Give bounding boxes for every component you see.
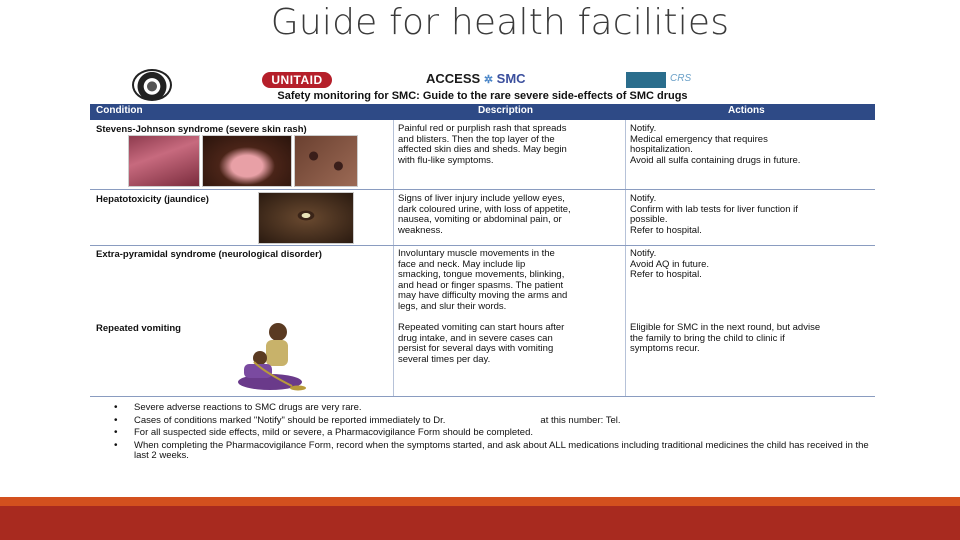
note-item: • When completing the Pharmacovigilance Form, record when the symptoms started, and ask about ALL medications including traditional medicines the child has received in the last 2 weeks. [112, 441, 872, 462]
footer-bar [0, 506, 960, 540]
column-divider [393, 120, 394, 396]
footer-accent-bar [0, 497, 960, 506]
note-item: • Cases of conditions marked "Notify" should be reported immediately to Dr. at this number: Tel. [112, 416, 872, 427]
condition-sjs: Stevens-Johnson syndrome (severe skin rash) [96, 124, 307, 135]
row-divider [90, 189, 875, 190]
condition-vomiting: Repeated vomiting [96, 323, 181, 334]
description-hepatotoxicity: Signs of liver injury include yellow eyes, dark coloured urine, with loss of appetite, nausea, vomiting or abdominal pain, or weakness. [398, 193, 571, 236]
star-icon: ✲ [483, 74, 494, 86]
unitaid-logo: UNITAID [262, 72, 332, 88]
table-header [90, 104, 875, 120]
header-description: Description [478, 105, 534, 116]
actions-sjs: Notify. Medical emergency that requires hospitalization. Avoid all sulfa containing drugs in future. [630, 123, 801, 166]
condition-hepatotoxicity: Hepatotoxicity (jaundice) [96, 194, 209, 205]
actions-hepatotoxicity: Notify. Confirm with lab tests for liver function if possible. Refer to hospital. [630, 193, 798, 236]
access-logo-text: ACCESS [426, 71, 481, 86]
description-extra-pyramidal: Involuntary muscle movements in the face and neck. May include lip smacking, tongue movements, blinking, and head or finger spasms. The patient may have difficulty moving the arms and legs, and slur their words. [398, 248, 568, 312]
crs-logo: CRS [670, 73, 692, 84]
header-actions: Actions [728, 105, 765, 116]
actions-extra-pyramidal: Notify. Avoid AQ in future. Refer to hospital. [630, 248, 710, 281]
lips-blister-photo [202, 135, 292, 187]
row-divider [90, 396, 875, 397]
notes-list [112, 403, 872, 464]
university-logo [626, 72, 666, 88]
skin-lesion-photo [294, 135, 358, 187]
description-vomiting: Repeated vomiting can start hours after drug intake, and in severe cases can persist for several days with vomiting several times per day. [398, 322, 565, 365]
column-divider [625, 120, 626, 396]
note-item: • For all suspected side effects, mild or severe, a Pharmacovigilance Form should be completed. [112, 428, 872, 439]
safety-guide-document [90, 62, 875, 464]
slide-title: Guide for health facilities [270, 2, 730, 43]
smc-logo-text: SMC [496, 71, 526, 86]
actions-vomiting: Eligible for SMC in the next round, but advise the family to bring the child to clinic if symptoms recur. [630, 322, 821, 355]
document-heading: Safety monitoring for SMC: Guide to the rare severe side-effects of SMC drugs [277, 90, 688, 102]
note-item: • Severe adverse reactions to SMC drugs are very rare. [112, 403, 872, 414]
access-smc-logo [426, 71, 526, 86]
vomiting-child-illustration [230, 320, 325, 392]
skin-rash-photo [128, 135, 200, 187]
header-condition: Condition [96, 105, 143, 116]
description-sjs: Painful red or purplish rash that spreads and blisters. Then the top layer of the affected skin dies and sheds. May begin with flu-like symptoms. [398, 123, 567, 166]
condition-extra-pyramidal: Extra-pyramidal syndrome (neurological disorder) [96, 249, 322, 260]
row-divider [90, 245, 875, 246]
jaundice-eyes-photo [258, 192, 354, 244]
